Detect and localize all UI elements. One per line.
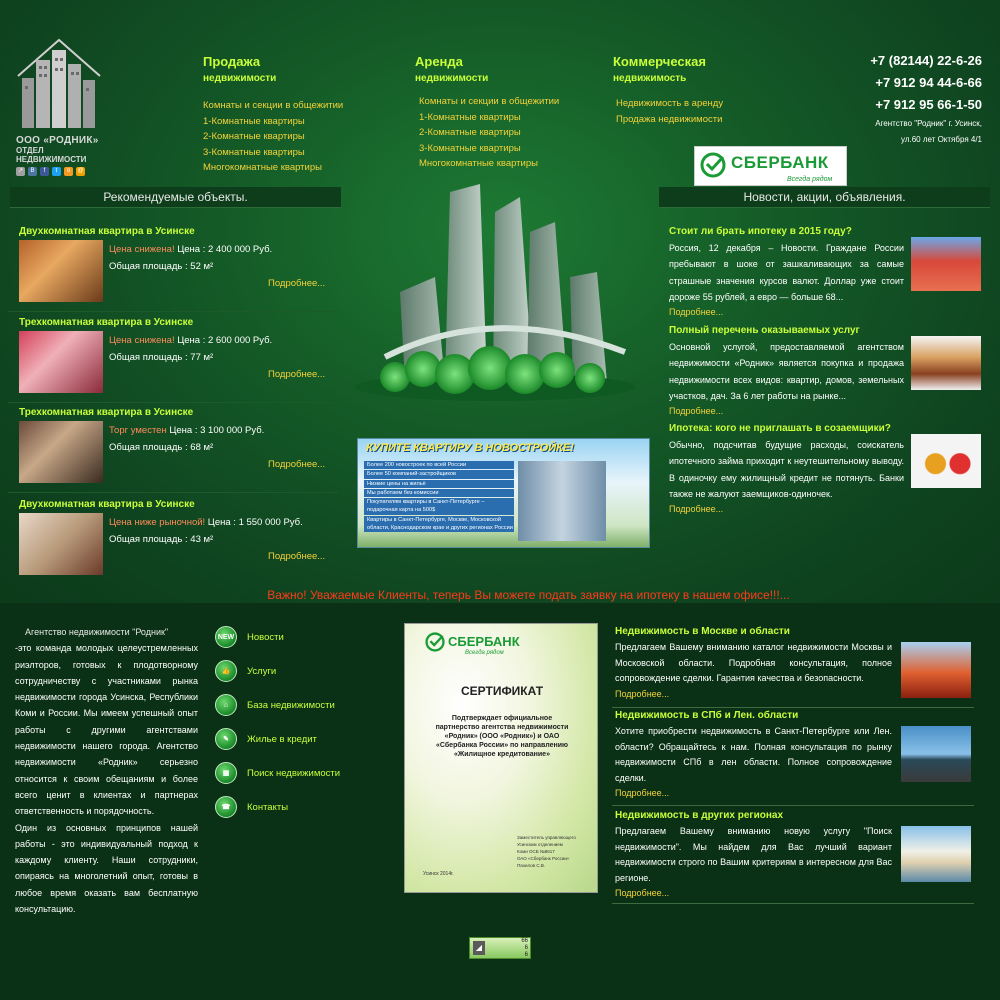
listing-price-value: Цена : 2 600 000 Руб.: [174, 335, 273, 346]
footer-nav-label: Новости: [247, 631, 284, 643]
listing-photo[interactable]: [19, 513, 103, 575]
news-item: [669, 324, 984, 418]
region-item: [612, 624, 974, 708]
news-thumbnail[interactable]: [911, 434, 981, 488]
phone-3[interactable]: +7 912 95 66-1-50: [875, 97, 982, 112]
listing-more-link[interactable]: Подробнее...: [268, 551, 326, 562]
menu-sale-title[interactable]: Продажа: [203, 54, 261, 69]
news-text: Россия, 12 декабря – Новости. Граждане России пребывают в шоке от зашкаливающих за самые страшные значения курсов валют. Доллар уже стоит дороже 55 рублей, а евро — больше 68...: [669, 243, 904, 302]
logo-company-name: ООО «РОДНИК»: [16, 135, 99, 146]
promo-item: Квартиры в Санкт-Петербурге, Москве, Московской области, Краснодарском крае и других регионах России: [364, 516, 514, 533]
listing-more-link[interactable]: Подробнее...: [268, 278, 326, 289]
certificate-sig-line: Заместитель управляющего Усинским отделением: [517, 835, 576, 847]
listing-area: Общая площадь : 68 м²: [109, 442, 214, 453]
menu-commercial: [613, 54, 793, 127]
counter-value: 66: [521, 938, 528, 944]
promo-list: [364, 461, 514, 532]
certificate-sig-line: Коми ОСБ №8617: [517, 849, 555, 854]
promo-title: КУПИТЕ КВАРТИРУ В НОВОСТРОЙКЕ!: [366, 442, 574, 454]
listing-price: [109, 517, 303, 528]
region-text: Предлагаем Вашему вниманию каталог недвижимости Москвы и Московской области. Подробная консультация, полное сопровождение сделки. Гарантия качества и безопасности.: [615, 642, 892, 684]
news-text: Основной услугой, предоставляемой агентством недвижимости «Родник» является покупка и продажа недвижимости всех видов: квартир, домов, земельных участков, дач. За 6 лет работы на рынке...: [669, 342, 904, 401]
menu-rent-subtitle: недвижимости: [415, 73, 489, 84]
notice-text[interactable]: Важно! Уважаемые Клиенты, теперь Вы можете подать заявку на ипотеку в нашем офисе!!!...: [267, 588, 790, 602]
region-item: [612, 808, 974, 904]
listing-more-link[interactable]: Подробнее...: [268, 459, 326, 470]
sberbank-check-icon: [700, 152, 726, 178]
region-more-link[interactable]: Подробнее...: [615, 788, 670, 799]
menu-item[interactable]: Недвижимость в аренду: [616, 98, 724, 109]
menu-item[interactable]: 2-Комнатные квартиры: [203, 131, 305, 142]
news-more-link[interactable]: Подробнее...: [669, 504, 724, 515]
logo-tagline: ОТДЕЛ НЕДВИЖИМОСТИ: [16, 146, 87, 164]
recommended-header: Рекомендуемые объекты.: [10, 187, 341, 208]
listing-tag: Цена ниже рыночной!: [109, 517, 206, 528]
promo-item: Низкие цены на жильё: [364, 480, 514, 488]
footer-nav-search[interactable]: [215, 756, 340, 790]
listing-title[interactable]: Трехкомнатная квартира в Усинске: [19, 317, 194, 328]
menu-commercial-subtitle: недвижимость: [613, 73, 687, 84]
certificate-sig-line: ОАО «Сбербанк России»: [517, 856, 570, 861]
menu-item[interactable]: 2-Комнатные квартиры: [419, 127, 521, 138]
region-more-link[interactable]: Подробнее...: [615, 688, 670, 699]
counter-value: 6: [524, 952, 528, 958]
social-links: [16, 164, 88, 176]
sberbank-check-icon: [425, 632, 445, 652]
menu-item[interactable]: Многокомнатные квартиры: [203, 162, 322, 173]
menu-item[interactable]: 1-Комнатные квартиры: [203, 115, 305, 127]
grid-icon: ▦: [215, 762, 237, 784]
pen-icon: ✎: [215, 728, 237, 750]
listing-photo[interactable]: [19, 240, 103, 302]
twitter-icon[interactable]: t: [52, 167, 61, 176]
phone-icon: ☎: [215, 796, 237, 818]
menu-item[interactable]: Комнаты и секции в общежитии: [203, 100, 344, 111]
sberbank-slogan: Всегда рядом: [787, 176, 833, 183]
about-paragraph-1: -это команда молодых целеустремленных риэлторов, готовых к плодотворному сотрудничеству с участниками рынка недвижимости города Усинска, Республики Коми и России. Мы имеем успешный опыт работы с другими агентствами недвижимости нашего города. Агентство недвижимости «Родник» серьезно относится к своим обещаниям и более всего ценит в клиентах и партнерах ответственность и порядочность.: [15, 643, 198, 817]
listing-item[interactable]: [8, 317, 338, 403]
logo-buildings-icon: [16, 38, 102, 130]
mail-icon[interactable]: @: [77, 168, 84, 174]
promo-buildings: [518, 461, 606, 541]
contacts: [820, 50, 982, 148]
house-icon: ⌂: [215, 694, 237, 716]
region-text: Хотите приобрести недвижимость в Санкт-Петербурге или Лен. области? Обращайтесь к нам. Полная консультация по рынку недвижимости СПб в лен области. Полное сопровождение сделки.: [615, 726, 892, 783]
listing-item[interactable]: [8, 407, 338, 493]
certificate-place: Усинск 2014г.: [423, 871, 454, 877]
menu-commercial-title[interactable]: Коммерческая: [613, 54, 706, 69]
odnoklassniki-icon[interactable]: о: [64, 167, 73, 176]
footer-nav: [215, 620, 340, 824]
region-thumbnail[interactable]: [901, 642, 971, 698]
menu-item[interactable]: Продажа недвижимости: [616, 113, 723, 125]
news-header: Новости, акции, объявления.: [659, 187, 990, 208]
logo[interactable]: [16, 38, 102, 164]
sberbank-logo[interactable]: [694, 146, 847, 186]
facebook-icon[interactable]: f: [40, 167, 49, 176]
thumbs-up-icon: 👍: [215, 660, 237, 682]
phone-2[interactable]: +7 912 94 44-6-66: [875, 75, 982, 90]
certificate-sig-line: Пахилов С.В.: [517, 863, 546, 868]
region-thumbnail[interactable]: [901, 726, 971, 782]
menu-item[interactable]: 1-Комнатные квартиры: [419, 111, 521, 123]
certificate-body: Подтверждает официальное партнерство агентства недвижимости «Родник» (ООО «Родник») и ОАО «Сбербанка России» по направлению «Жилищное кредитование»: [435, 715, 569, 758]
footer-nav-label: Поиск недвижимости: [247, 767, 341, 779]
region-more-link[interactable]: Подробнее...: [615, 888, 670, 899]
phone-1[interactable]: +7 (82144) 22-6-26: [870, 53, 982, 68]
footer-nav-label: Услуги: [247, 665, 277, 677]
footer-nav-label: База недвижимости: [247, 699, 335, 711]
footer-nav-label: Жилье в кредит: [247, 733, 317, 745]
listing-area: Общая площадь : 43 м²: [109, 534, 214, 545]
address-line-1: Агентство "Родник" г. Усинск,: [875, 119, 982, 128]
footer-nav-label: Контакты: [247, 801, 289, 813]
counter-value: 6: [524, 945, 528, 951]
news-more-link[interactable]: Подробнее...: [669, 406, 724, 417]
menu-sale-subtitle: недвижимости: [203, 73, 277, 84]
listing-title[interactable]: Трехкомнатная квартира в Усинске: [19, 407, 194, 418]
footer-nav-credit[interactable]: [215, 722, 340, 756]
certificate-heading: СЕРТИФИКАТ: [460, 684, 544, 698]
news-item: [669, 225, 984, 319]
certificate[interactable]: [404, 623, 598, 893]
region-thumbnail[interactable]: [901, 826, 971, 882]
region-item: [612, 708, 974, 806]
menu-rent-title[interactable]: Аренда: [415, 54, 463, 69]
listing-tag: Торг уместен: [109, 425, 167, 436]
certificate-bank: СБЕРБАНК: [448, 634, 520, 649]
city-illustration: [345, 182, 655, 422]
news-more-link[interactable]: Подробнее...: [669, 307, 724, 318]
promo-banner[interactable]: [357, 438, 650, 548]
footer-nav-news[interactable]: [215, 620, 340, 654]
news-title[interactable]: Полный перечень оказываемых услуг: [669, 325, 860, 336]
footer-nav-contacts[interactable]: [215, 790, 340, 824]
listing-area: Общая площадь : 52 м²: [109, 261, 214, 272]
certificate-signature: [517, 834, 595, 869]
listing-item[interactable]: [8, 226, 338, 312]
listing-title[interactable]: Двухкомнатная квартира в Усинске: [19, 499, 195, 510]
vk-icon[interactable]: В: [28, 167, 37, 176]
listing-tag: Цена снижена!: [109, 335, 175, 346]
listing-item[interactable]: [8, 499, 338, 585]
promo-item: Более 50 компаний-застройщиков: [364, 470, 514, 478]
news-item: [669, 422, 984, 516]
menu-item[interactable]: Комнаты и секции в общежитии: [419, 96, 560, 107]
counter-values: [490, 938, 528, 959]
about-text: [15, 624, 198, 917]
listing-photo[interactable]: [19, 331, 103, 393]
menu-sale: [203, 54, 393, 176]
region-title[interactable]: Недвижимость в Москве и области: [615, 626, 790, 637]
menu-rent: [415, 54, 605, 172]
news-title[interactable]: Ипотека: кого не приглашать в созаемщики?: [669, 423, 891, 434]
listing-price-value: Цена : 1 550 000 Руб.: [205, 517, 303, 528]
counter-icon: ◢: [473, 941, 485, 955]
listing-title[interactable]: Двухкомнатная квартира в Усинске: [19, 226, 195, 237]
promo-item: Покупателям квартиры в Санкт-Петербурге – подарочная карта на 500$: [364, 498, 514, 515]
menu-item[interactable]: 3-Комнатные квартиры: [419, 142, 521, 154]
menu-item[interactable]: Многокомнатные квартиры: [419, 158, 538, 169]
certificate-slogan: Всегда рядом: [465, 650, 504, 656]
listing-price-value: Цена : 3 100 000 Руб.: [166, 425, 265, 436]
footer-nav-database[interactable]: [215, 688, 340, 722]
listing-price: [109, 244, 272, 255]
listing-price: [109, 425, 264, 436]
share-icon[interactable]: ↗: [17, 168, 24, 174]
news-text: Обычно, подсчитав будущие расходы, соискатель ипотечного займа приходит к неутешительному выводу. В одиночку ему жилищный кредит не потянуть. Банки также не жалуют заемщиков-одиночек.: [669, 440, 904, 499]
news-title[interactable]: Стоит ли брать ипотеку в 2015 году?: [669, 226, 852, 237]
region-title[interactable]: Недвижимость в других регионах: [615, 810, 784, 821]
sberbank-name: СБЕРБАНК: [731, 153, 829, 172]
listing-price: [109, 335, 272, 346]
listing-photo[interactable]: [19, 421, 103, 483]
promo-item: Мы работаем без комиссии: [364, 489, 514, 497]
listing-area: Общая площадь : 77 м²: [109, 352, 214, 363]
about-title: Агентство недвижимости "Родник": [25, 627, 169, 637]
menu-item[interactable]: 3-Комнатные квартиры: [203, 146, 305, 158]
promo-item: Более 200 новостроек по всей России: [364, 461, 514, 469]
region-text: Предлагаем Вашему вниманию новую услугу "Поиск недвижимости". Мы найдем для Вас лучший вариант недвижимости строго по Вашим критериям в интересном для Вас регионе.: [615, 826, 892, 883]
listing-more-link[interactable]: Подробнее...: [268, 369, 326, 380]
footer-nav-services[interactable]: [215, 654, 340, 688]
news-thumbnail[interactable]: [911, 237, 981, 291]
news-icon: NEW: [215, 626, 237, 648]
about-paragraph-2: Один из основных принципов нашей работы - это индивидуальный подход к каждому клиенту. Наши сотрудники, опираясь на многолетний опыт, готовы в любое время оказать вам бесплатную консультацию.: [15, 822, 198, 915]
region-title[interactable]: Недвижимость в СПб и Лен. области: [615, 710, 799, 721]
listing-price-value: Цена : 2 400 000 Руб.: [174, 244, 273, 255]
address-line-2: ул.60 лет Октября 4/1: [901, 135, 982, 144]
listing-tag: Цена снижена!: [109, 244, 175, 255]
news-thumbnail[interactable]: [911, 336, 981, 390]
visit-counter[interactable]: [469, 937, 531, 959]
